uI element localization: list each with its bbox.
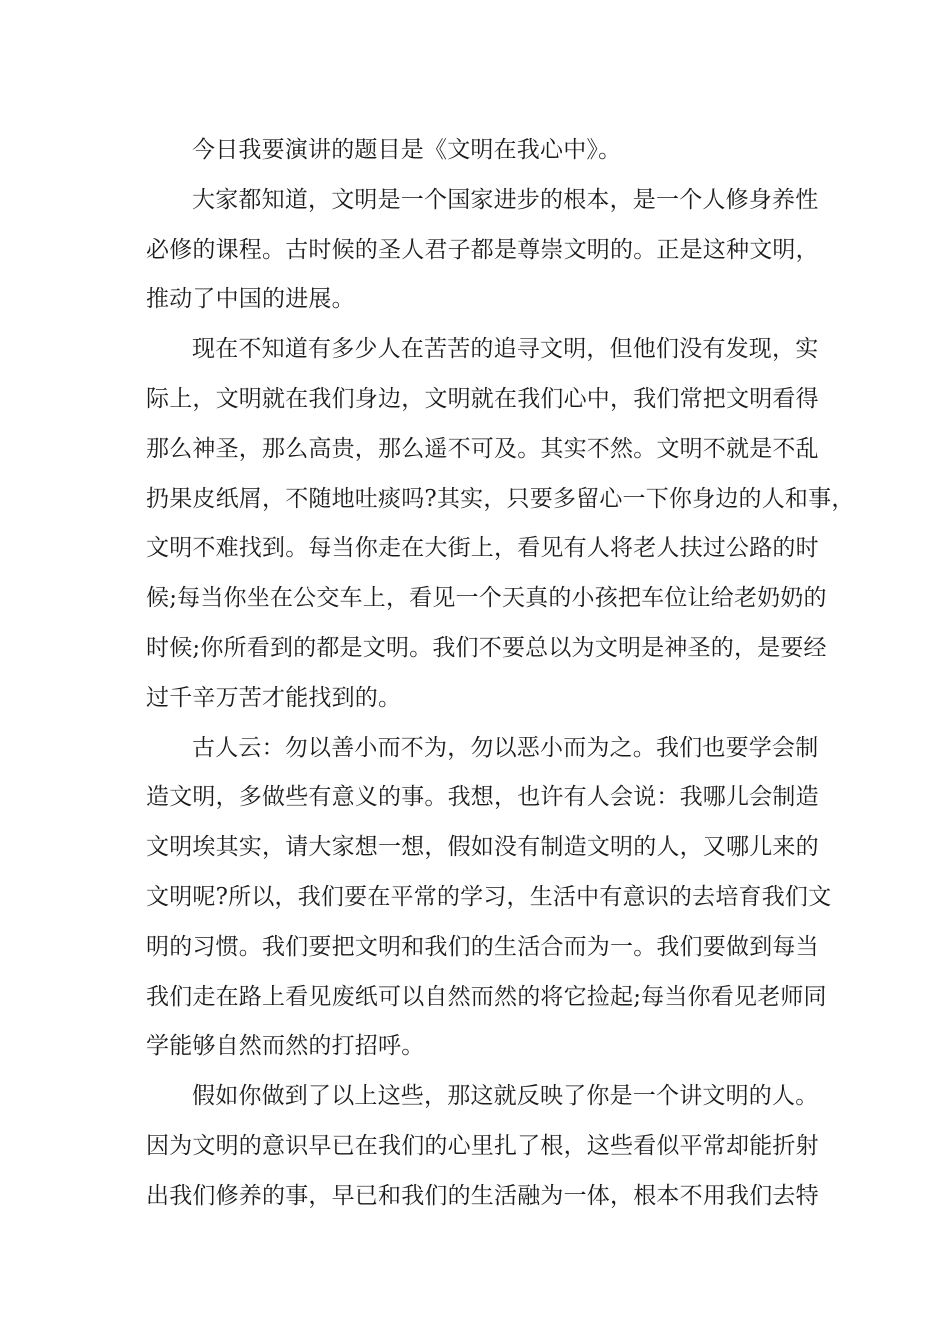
paragraph-5 <box>146 1072 826 1221</box>
text-line: 我们走在路上看见废纸可以自然而然的将它捡起;每当你看见老师同 <box>146 983 827 1010</box>
text-line: 那么神圣，那么高贵，那么遥不可及。其实不然。文明不就是不乱 <box>146 435 819 462</box>
paragraph-4 <box>146 724 832 1073</box>
text-line: 际上，文明就在我们身边，文明就在我们心中，我们常把文明看得 <box>146 385 819 412</box>
text-line: 今日我要演讲的题目是《文明在我心中》。 <box>192 137 622 163</box>
paragraph-2 <box>146 176 826 325</box>
text-line: 学能够自然而然的打招呼。 <box>146 1033 425 1060</box>
text-line: 文明不难找到。每当你走在大街上，看见有人将老人扶过公路的时 <box>146 535 819 562</box>
paragraph-3 <box>146 325 855 723</box>
text-line: 文明呢?所以，我们要在平常的学习，生活中有意识的去培育我们文 <box>146 883 832 910</box>
text-line: 出我们修养的事，早已和我们的生活融为一体，根本不用我们去特 <box>146 1182 819 1209</box>
text-line: 必修的课程。古时候的圣人君子都是尊崇文明的。正是这种文明， <box>146 236 819 263</box>
paragraph-1 <box>146 126 826 176</box>
text-line: 因为文明的意识早已在我们的心里扎了根，这些看似平常却能折射 <box>146 1132 819 1159</box>
text-line: 明的习惯。我们要把文明和我们的生活合而为一。我们要做到每当 <box>146 933 819 960</box>
speech-text <box>146 126 855 1222</box>
text-line: 假如你做到了以上这些，那这就反映了你是一个讲文明的人。 <box>192 1083 819 1110</box>
text-line: 大家都知道，文明是一个国家进步的根本，是一个人修身养性 <box>192 186 819 213</box>
text-line: 推动了中国的进展。 <box>146 286 355 313</box>
text-line: 过千辛万苦才能找到的。 <box>146 684 402 711</box>
text-line: 时候;你所看到的都是文明。我们不要总以为文明是神圣的，是要经 <box>146 634 827 661</box>
text-line: 古人云：勿以善小而不为，勿以恶小而为之。我们也要学会制 <box>192 734 819 761</box>
text-line: 候;每当你坐在公交车上，看见一个天真的小孩把车位让给老奶奶的 <box>146 585 827 612</box>
text-line: 扔果皮纸屑，不随地吐痰吗?其实，只要多留心一下你身边的人和事， <box>146 485 855 512</box>
text-line: 文明埃其实，请大家想一想，假如没有制造文明的人，又哪儿来的 <box>146 834 819 861</box>
text-line: 造文明，多做些有意义的事。我想，也许有人会说：我哪儿会制造 <box>146 784 819 811</box>
text-line: 现在不知道有多少人在苦苦的追寻文明，但他们没有发现，实 <box>192 336 819 363</box>
